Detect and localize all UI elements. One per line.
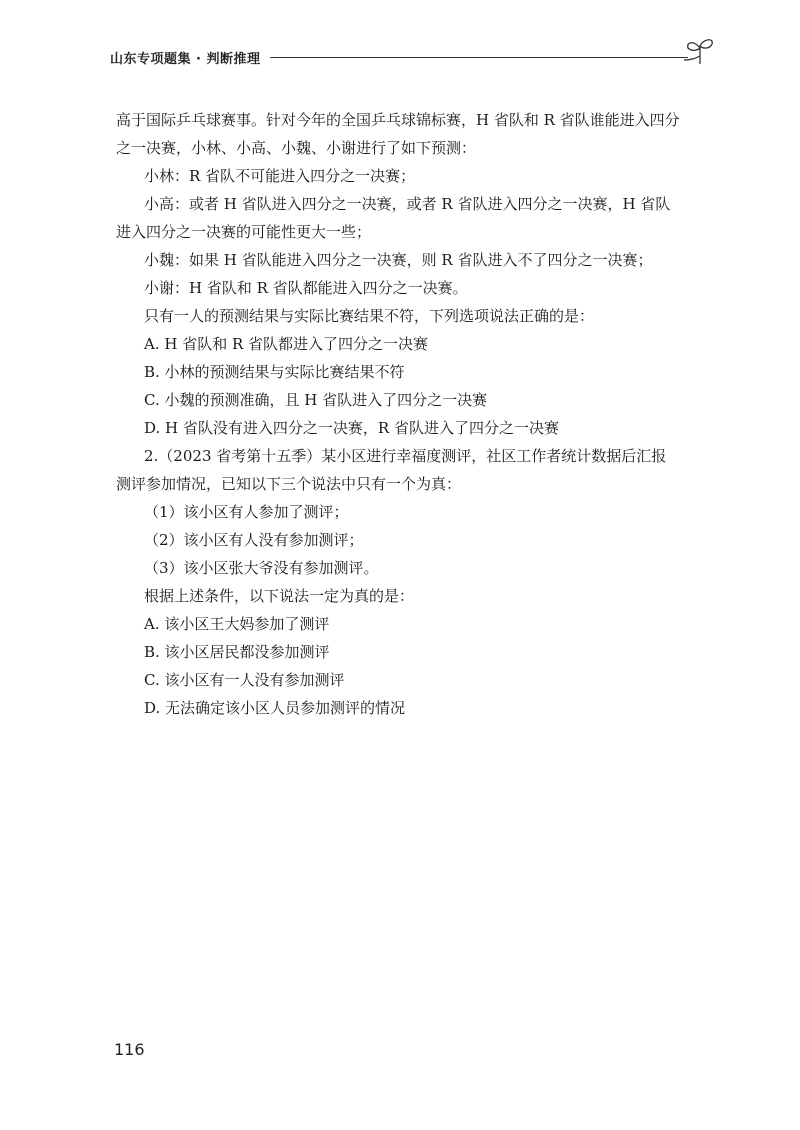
option-a: A. 该小区王大妈参加了测评 (144, 615, 330, 633)
page-number: 116 (114, 1040, 145, 1059)
text-line: 测评参加情况，已知以下三个说法中只有一个为真： (116, 475, 462, 493)
prediction-xiaowei: 小魏：如果 H 省队能进入四分之一决赛，则 R 省队进入不了四分之一决赛； (144, 251, 653, 269)
sprout-icon (682, 34, 718, 66)
option-b: B. 小林的预测结果与实际比赛结果不符 (144, 363, 405, 381)
header-title: 山东专项题集 · 判断推理 (110, 52, 261, 67)
text-line: 高于国际乒乓球赛事。针对今年的全国乒乓球锦标赛，H 省队和 R 省队谁能进入四分 (116, 111, 680, 129)
question-stem: 只有一人的预测结果与实际比赛结果不符，下列选项说法正确的是： (144, 307, 595, 325)
option-d: D. H 省队没有进入四分之一决赛，R 省队进入了四分之一决赛 (144, 419, 559, 437)
option-b: B. 该小区居民都没参加测评 (144, 643, 330, 661)
text-line: 进入四分之一决赛的可能性更大一些； (116, 223, 372, 241)
option-a: A. H 省队和 R 省队都进入了四分之一决赛 (144, 335, 429, 353)
prediction-xiaogao: 小高：或者 H 省队进入四分之一决赛，或者 R 省队进入四分之一决赛，H 省队 (144, 195, 671, 213)
prediction-xiaolin: 小林：R 省队不可能进入四分之一决赛； (144, 167, 416, 185)
option-d: D. 无法确定该小区人员参加测评的情况 (144, 699, 406, 717)
question-2-stem: 根据上述条件，以下说法一定为真的是： (144, 587, 415, 605)
statement-3: （3）该小区张大爷没有参加测评。 (144, 559, 379, 577)
option-c: C. 该小区有一人没有参加测评 (144, 671, 345, 689)
statement-1: （1）该小区有人参加了测评； (144, 503, 349, 521)
question-2-title: 2.（2023 省考第十五季）某小区进行幸福度测评，社区工作者统计数据后汇报 (144, 447, 667, 465)
text-line: 之一决赛，小林、小高、小魏、小谢进行了如下预测： (116, 139, 477, 157)
prediction-xiaoxie: 小谢：H 省队和 R 省队都能进入四分之一决赛。 (144, 279, 468, 297)
question-content (116, 106, 716, 722)
header-rule (270, 57, 688, 58)
page-header (110, 44, 710, 74)
statement-2: （2）该小区有人没有参加测评； (144, 531, 364, 549)
option-c: C. 小魏的预测准确，且 H 省队进入了四分之一决赛 (144, 391, 488, 409)
